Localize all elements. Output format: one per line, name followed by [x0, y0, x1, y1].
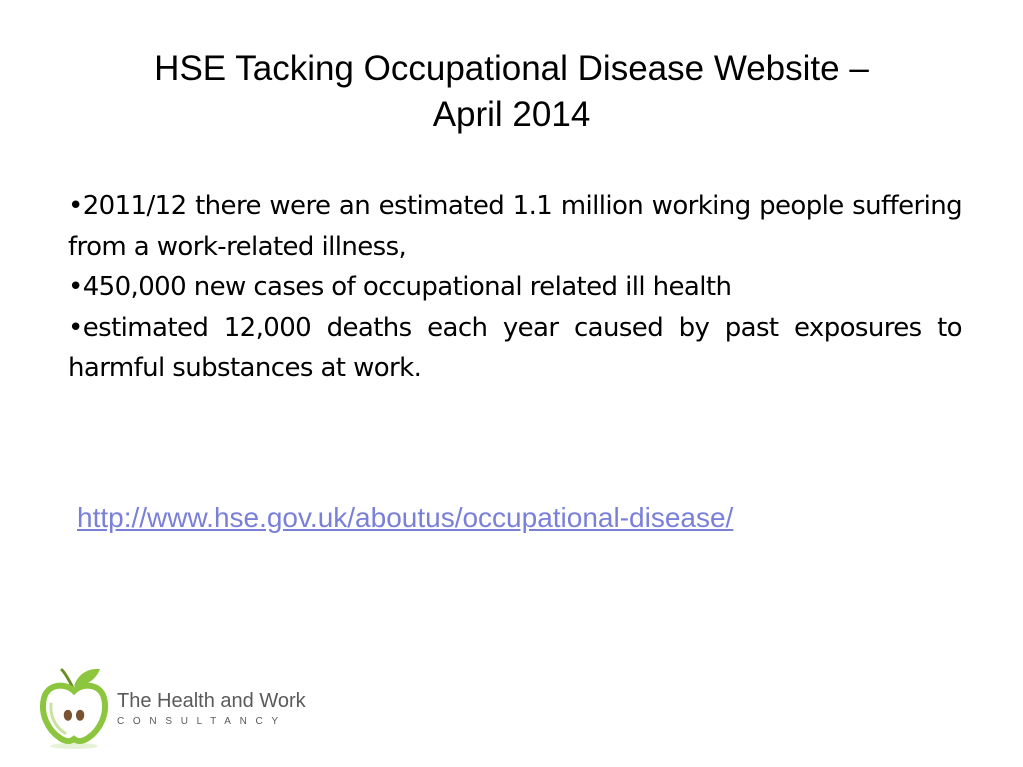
bullet-item: •450,000 new cases of occupational related ill health: [68, 272, 732, 302]
slide-title-line-1: HSE Tacking Occupational Disease Website –: [154, 49, 869, 88]
logo-company-name: The Health and Work: [117, 690, 306, 712]
company-logo: [38, 664, 338, 754]
apple-icon: [38, 664, 110, 750]
slide-title: [40, 46, 983, 138]
bullet-list: [68, 186, 962, 389]
slide-title-line-2: April 2014: [432, 95, 591, 134]
hse-website-link[interactable]: http://www.hse.gov.uk/aboutus/occupational-disease/: [77, 502, 734, 533]
bullet-item: •estimated 12,000 deaths each year caused by past exposures to harmful substances at work.: [68, 312, 962, 383]
bullet-item: •2011/12 there were an estimated 1.1 million working people suffering from a work-related illness,: [68, 191, 962, 262]
logo-company-subtitle: CONSULTANCY: [117, 716, 287, 727]
